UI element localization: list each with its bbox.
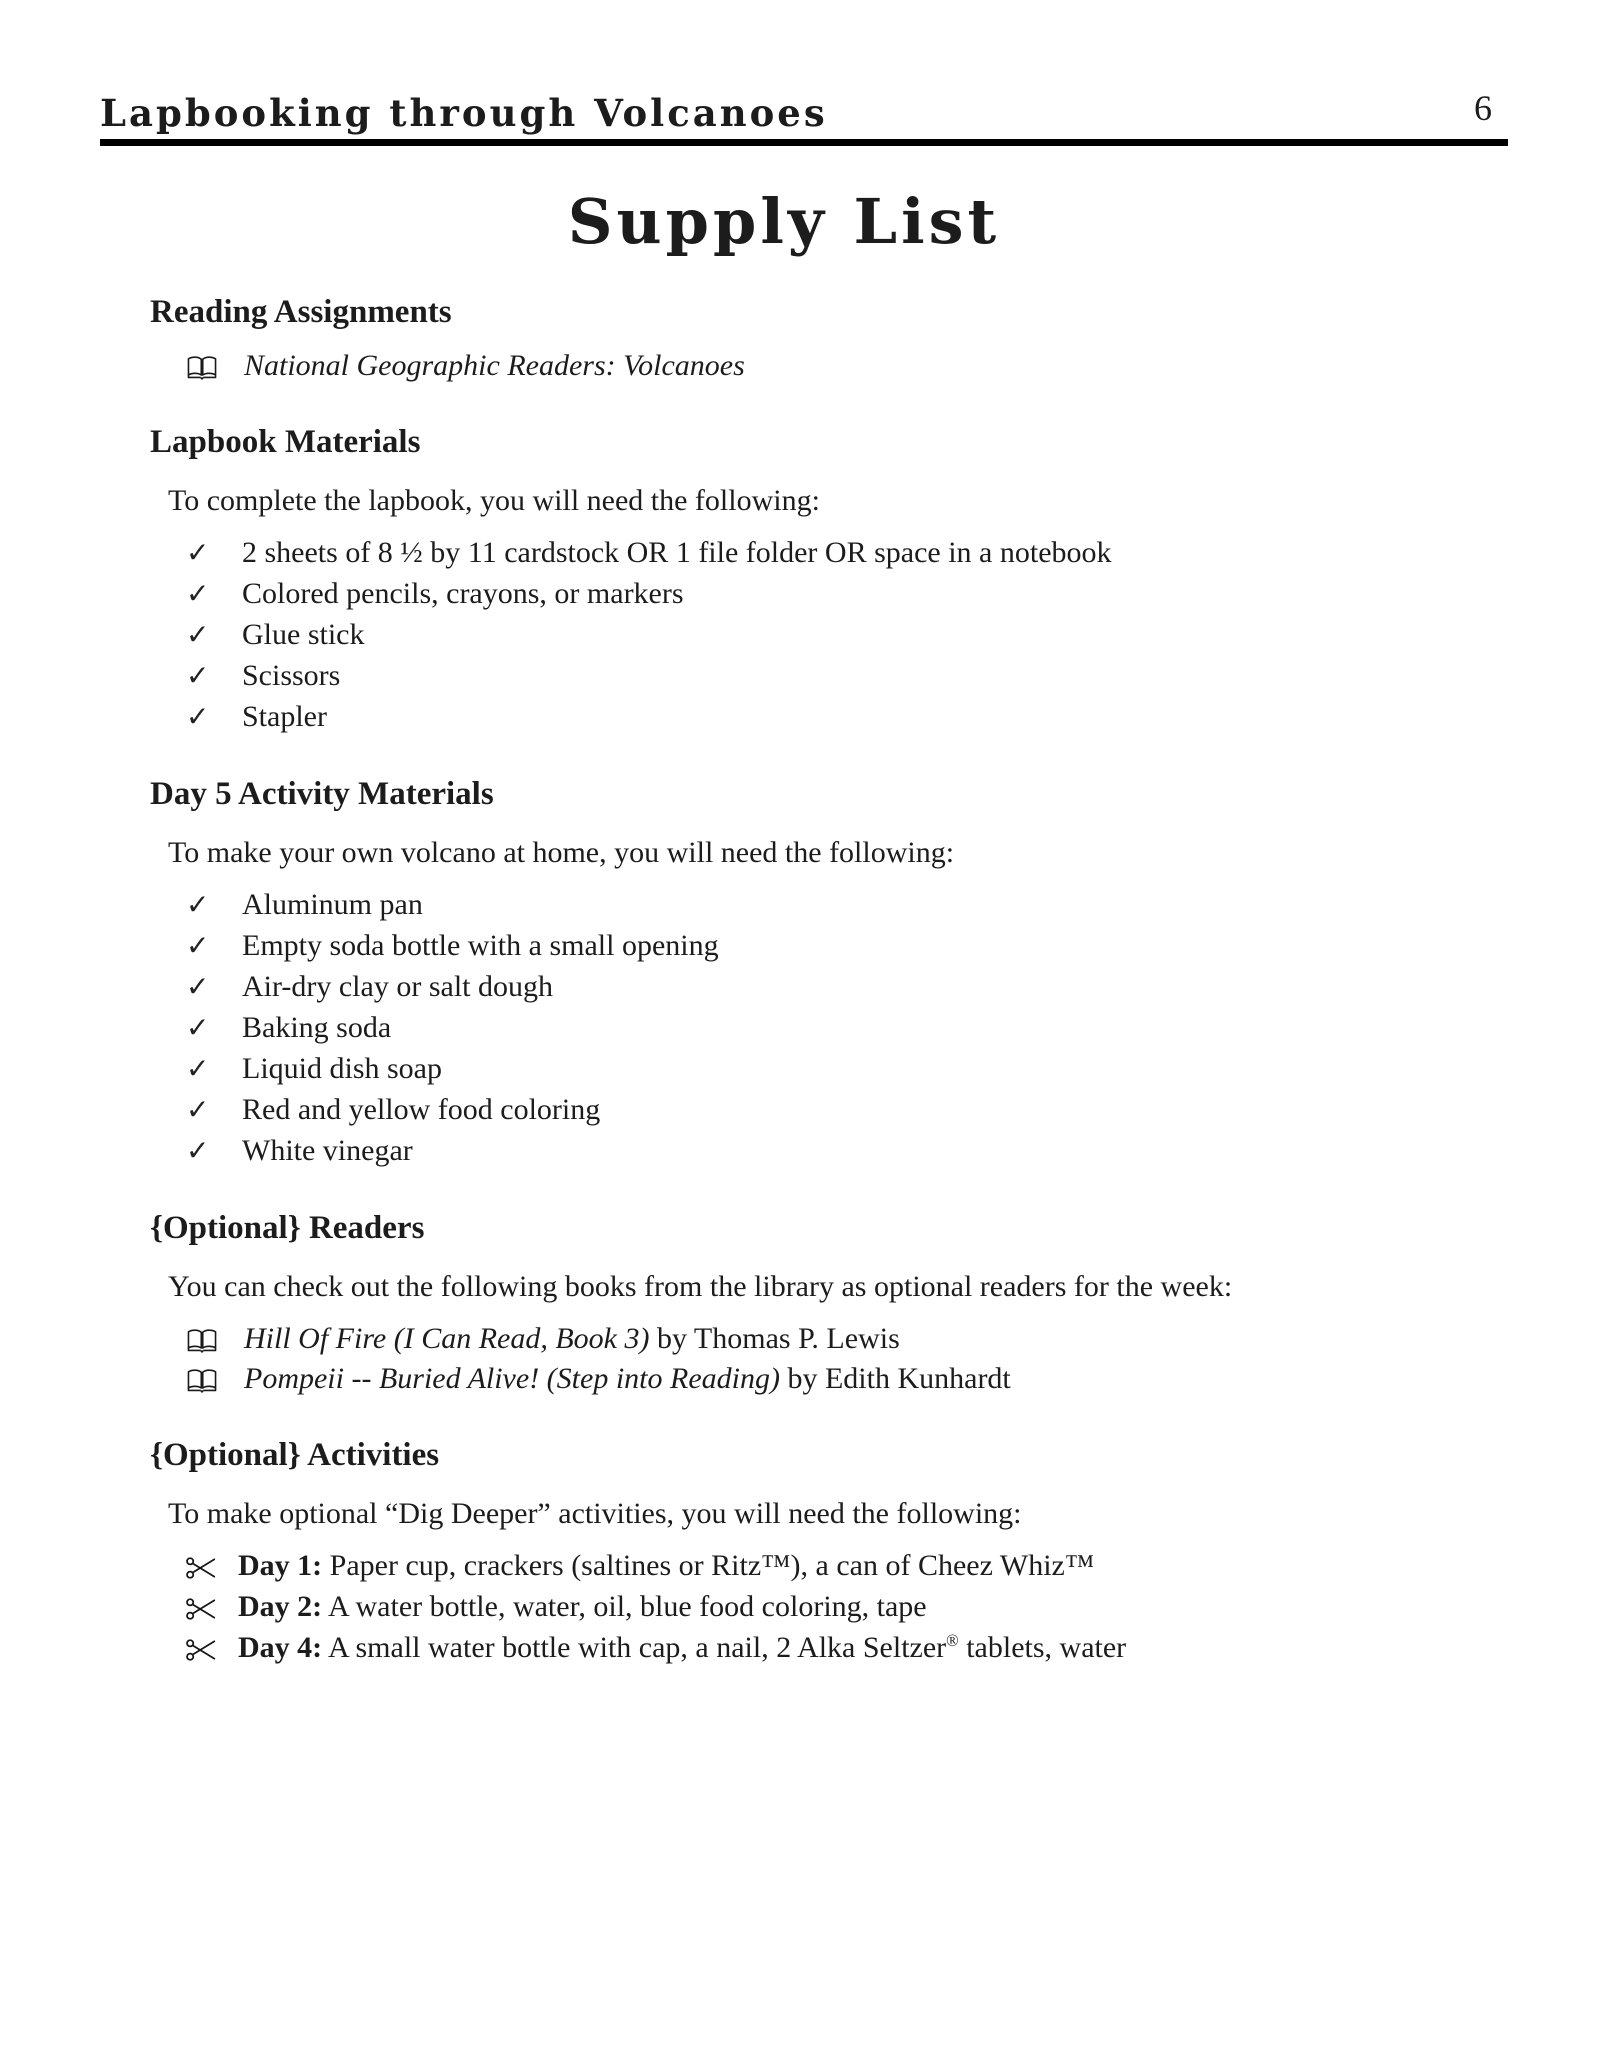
- book-list-item: [186, 1359, 1508, 1399]
- book-list: [100, 346, 1508, 386]
- section-reading-assignments: [100, 294, 1508, 386]
- check-list-item: [186, 656, 1508, 697]
- check-list-item: [186, 533, 1508, 574]
- book-list-item: [186, 346, 1508, 386]
- check-list: [100, 533, 1508, 738]
- item-text: Glue stick: [242, 618, 365, 652]
- section-intro: To complete the lapbook, you will need the following:: [168, 484, 820, 518]
- item-text: Colored pencils, crayons, or markers: [242, 577, 684, 611]
- check-list-item: [186, 574, 1508, 615]
- item-text: Red and yellow food coloring: [242, 1093, 601, 1126]
- item-text: Baking soda: [242, 1011, 392, 1044]
- check-icon: ✓: [186, 970, 210, 1003]
- check-icon: ✓: [186, 1011, 210, 1044]
- check-icon: ✓: [186, 536, 210, 570]
- check-icon: ✓: [186, 618, 210, 652]
- scissors-icon: [186, 1638, 238, 1662]
- section-intro: To make optional “Dig Deeper” activities, you will need the following:: [168, 1496, 1022, 1530]
- check-list-item: [186, 926, 1508, 967]
- page-title: Supply List: [567, 185, 1001, 258]
- section-day-5-activity-materials: [100, 776, 1508, 1172]
- item-text: 2 sheets of 8 ½ by 11 cardstock OR 1 file folder OR space in a notebook: [242, 536, 1112, 570]
- book-list: [100, 1319, 1508, 1399]
- check-list-item: [186, 1049, 1508, 1090]
- check-icon: ✓: [186, 1052, 210, 1085]
- check-icon: ✓: [186, 577, 210, 611]
- check-list-item: [186, 697, 1508, 738]
- section-heading: Day 5 Activity Materials: [150, 776, 494, 813]
- section-optional-activities: [100, 1437, 1508, 1669]
- item-text: Empty soda bottle with a small opening: [242, 929, 719, 962]
- section-optional-readers: [100, 1210, 1508, 1399]
- check-list: [100, 885, 1508, 1172]
- item-text: National Geographic Readers: Volcanoes: [244, 349, 745, 383]
- open-book-icon: [186, 355, 244, 381]
- item-text: Day 2: A water bottle, water, oil, blue food coloring, tape: [238, 1589, 927, 1623]
- item-text: Hill Of Fire (I Can Read, Book 3) by Thomas P. Lewis: [244, 1321, 900, 1355]
- scissors-list-item: [186, 1628, 1508, 1669]
- page-number: 6: [1474, 88, 1492, 128]
- section-heading: Lapbook Materials: [150, 424, 421, 461]
- running-header-row: [100, 90, 1508, 134]
- book-list-item: [186, 1319, 1508, 1359]
- item-text: Stapler: [242, 700, 327, 734]
- scissors-icon: [186, 1597, 238, 1621]
- item-text: Liquid dish soap: [242, 1052, 442, 1085]
- item-text: Scissors: [242, 659, 341, 693]
- check-icon: ✓: [186, 929, 210, 962]
- running-header: [100, 90, 1508, 146]
- scissors-list-item: [186, 1587, 1508, 1628]
- section-heading: {Optional} Activities: [150, 1436, 440, 1473]
- check-list-item: [186, 885, 1508, 926]
- check-list-item: [186, 1131, 1508, 1172]
- section-lapbook-materials: [100, 424, 1508, 738]
- open-book-icon: [186, 1328, 244, 1354]
- check-icon: ✓: [186, 1134, 210, 1167]
- check-list-item: [186, 615, 1508, 656]
- item-text: Day 1: Paper cup, crackers (saltines or Ritz™), a can of Cheez Whiz™: [238, 1548, 1095, 1582]
- item-text: Pompeii -- Buried Alive! (Step into Reading) by Edith Kunhardt: [244, 1361, 1011, 1395]
- scissors-icon: [186, 1556, 238, 1580]
- header-rule: [100, 139, 1508, 146]
- section-intro: To make your own volcano at home, you will need the following:: [168, 836, 955, 869]
- check-list-item: [186, 1090, 1508, 1131]
- open-book-icon: [186, 1368, 244, 1394]
- running-header-title: Lapbooking through Volcanoes: [100, 91, 828, 135]
- item-text: Aluminum pan: [242, 888, 423, 921]
- check-icon: ✓: [186, 888, 210, 921]
- check-icon: ✓: [186, 700, 210, 734]
- scissors-list-item: [186, 1546, 1508, 1587]
- item-text: Air-dry clay or salt dough: [242, 970, 553, 1003]
- section-heading: Reading Assignments: [150, 294, 452, 331]
- check-list-item: [186, 1008, 1508, 1049]
- section-heading: {Optional} Readers: [150, 1210, 425, 1246]
- sections-container: [100, 294, 1508, 1669]
- scissors-list: [100, 1546, 1508, 1669]
- check-icon: ✓: [186, 659, 210, 693]
- check-icon: ✓: [186, 1093, 210, 1126]
- item-text: Day 4: A small water bottle with cap, a nail, 2 Alka Seltzer® tablets, water: [238, 1630, 1127, 1664]
- item-text: White vinegar: [242, 1134, 413, 1167]
- check-list-item: [186, 967, 1508, 1008]
- section-intro: You can check out the following books from the library as optional readers for the week:: [168, 1269, 1233, 1303]
